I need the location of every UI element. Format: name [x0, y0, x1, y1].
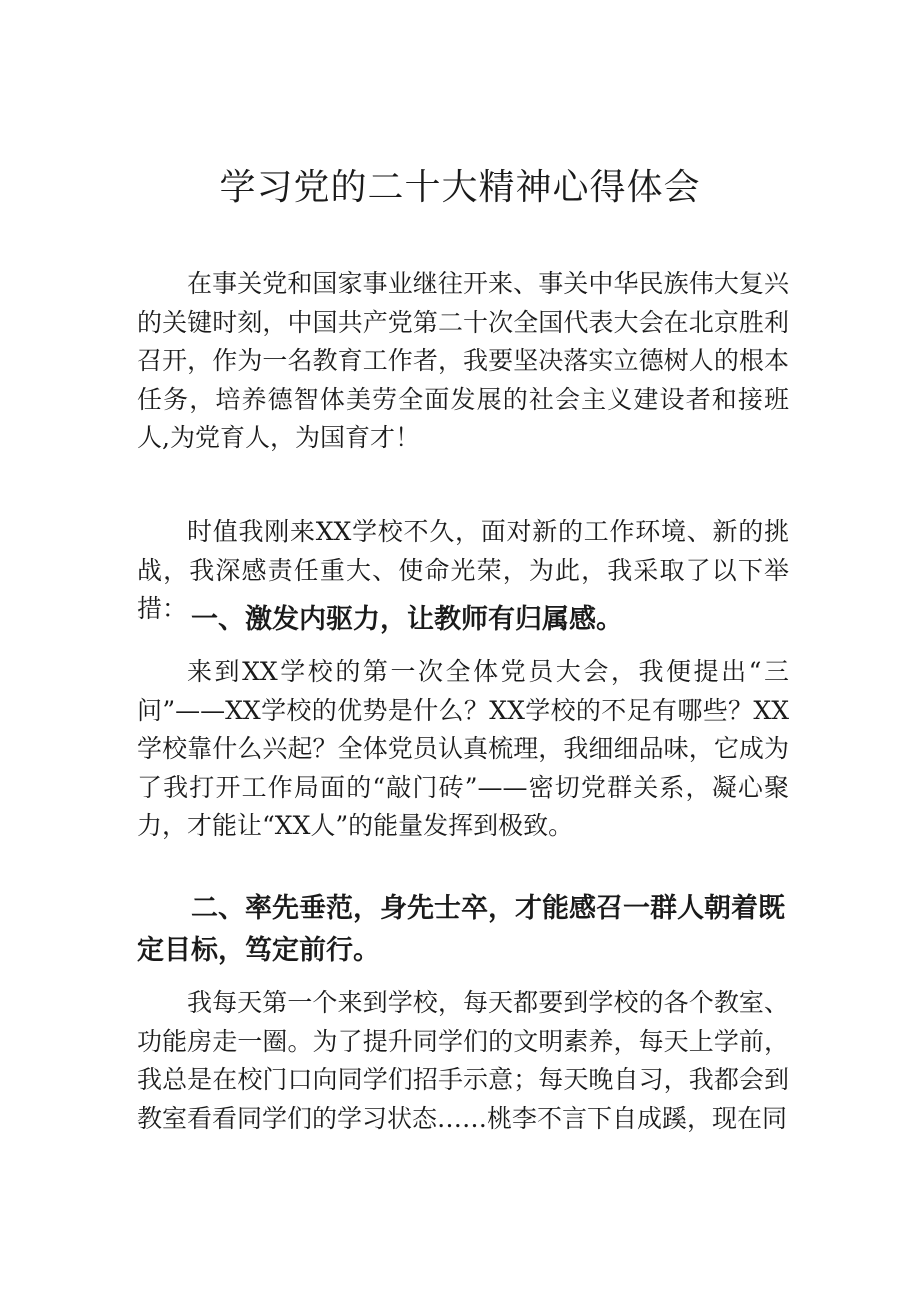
paragraph-section-2: 我每天第一个来到学校，每天都要到学校的各个教室、功能房走一圈。为了提升同学们的文明素养，每天上学前，我总是在校门口向同学们招手示意；每天晚自习，我都会到教室看看同学们的学习状态……桃李不言下自成蹊，现在同 [137, 988, 789, 1133]
paragraph-intro: 在事关党和国家事业继往开来、事关中华民族伟大复兴的关键时刻，中国共产党第二十次全国代表大会在北京胜利召开，作为一名教育工作者，我要坚决落实立德树人的根本任务，培养德智体美劳全面发展的社会主义建设者和接班人,为党育人，为国育才！ [137, 269, 789, 452]
section-heading-1: 一、激发内驱力，让教师有归属感。 [191, 604, 623, 635]
paragraph-section-1: 来到XX学校的第一次全体党员大会，我便提出“三问”——XX学校的优势是什么？XX学校的不足有哪些？XX学校靠什么兴起？全体党员认真梳理，我细细品味，它成为了我打开工作局面的“敲门砖”——密切党群关系，凝心聚力，才能让“XX人”的能量发挥到极致。 [137, 657, 789, 840]
paragraph-context: 时值我刚来XX学校不久，面对新的工作环境、新的挑战，我深感责任重大、使命光荣，为此，我采取了以下举措： [137, 517, 789, 623]
section-heading-2: 二、率先垂范，身先士卒，才能感召一群人朝着既定目标，笃定前行。 [137, 893, 785, 966]
document-title: 学习党的二十大精神心得体会 [219, 167, 701, 208]
